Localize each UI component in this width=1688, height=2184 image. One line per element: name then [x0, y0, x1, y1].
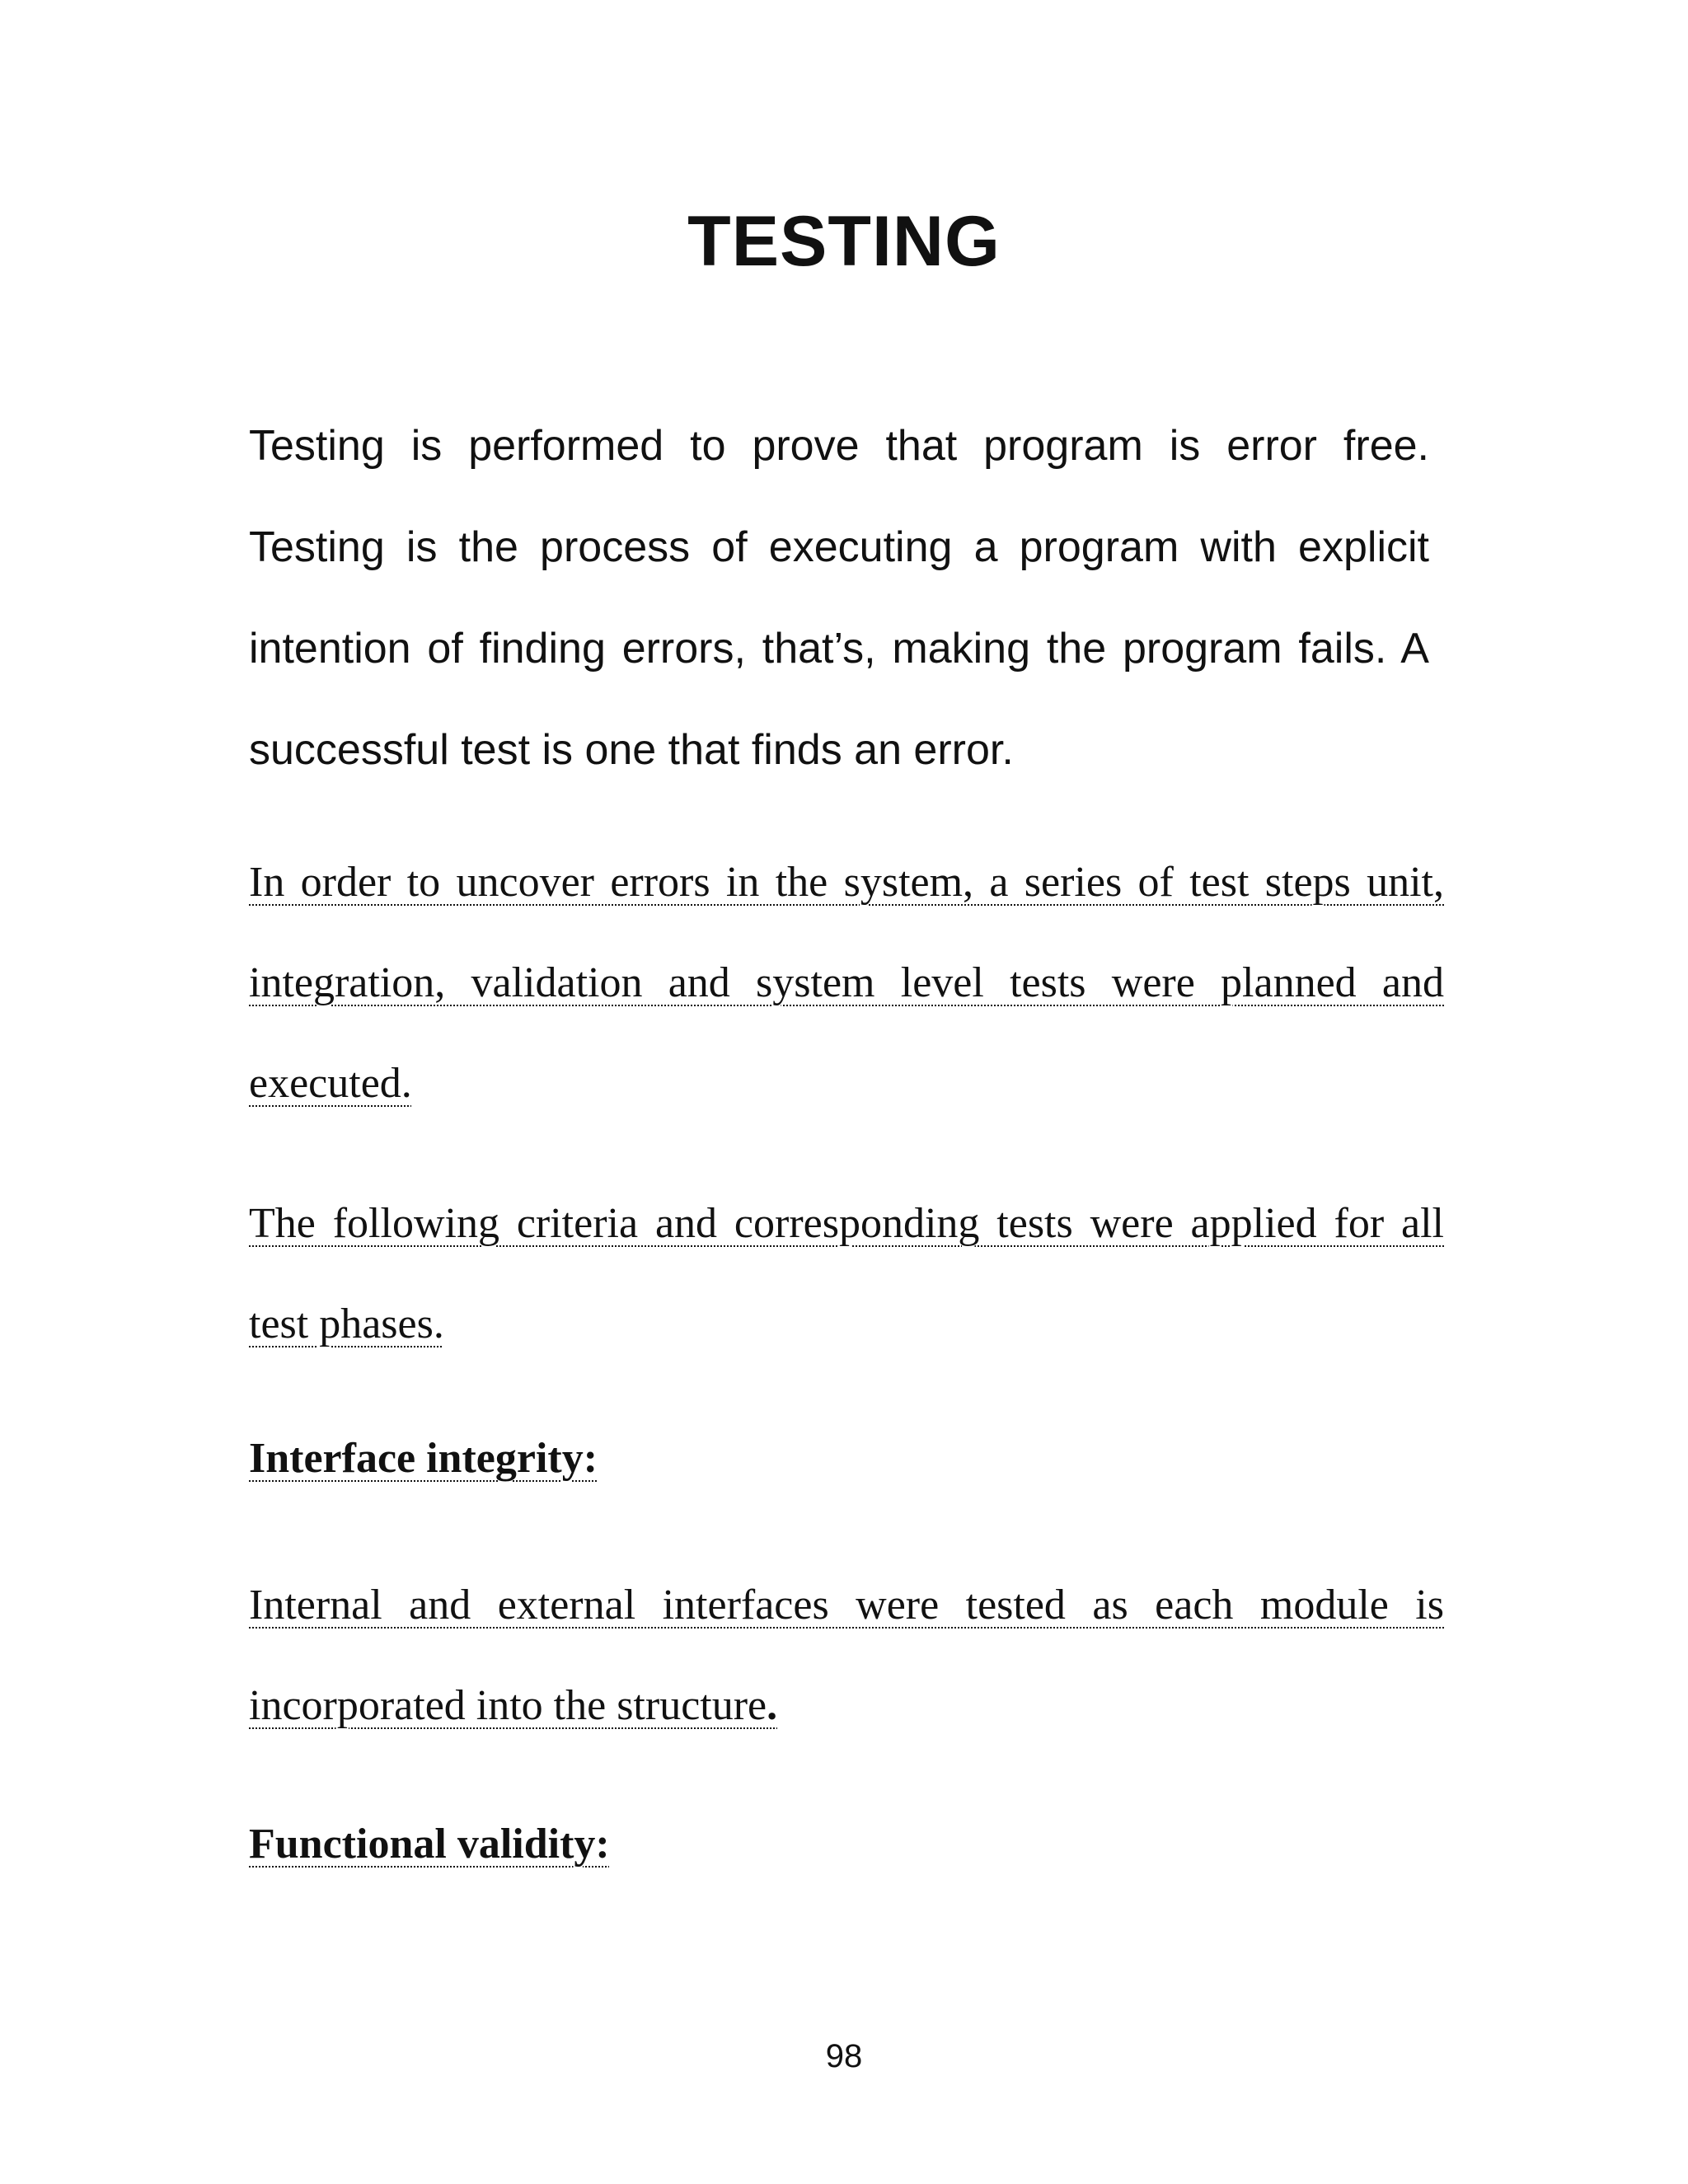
heading-interface-integrity: Interface integrity: [249, 1435, 598, 1482]
heading-functional-validity: Functional validity: [249, 1821, 610, 1868]
page-number: 98 [825, 2038, 863, 2074]
paragraph-interfaces-period: . [767, 1682, 778, 1729]
intro-paragraph: Testing is performed to prove that program is error free. Testing is the process of executing a program with explicit intention of finding errors, that’s, making the program fails. A successful test is one that finds an error. [249, 422, 1429, 774]
paragraph-test-steps: In order to uncover errors in the system, a series of test steps unit, integration, validation and system level tests were planned and executed. [249, 859, 1444, 1107]
paragraph-interfaces-text: Internal and external interfaces were tested as each module is incorporated into the structure [249, 1582, 1444, 1729]
paragraph-interfaces [249, 1555, 1444, 1756]
paragraph-criteria: The following criteria and corresponding tests were applied for all test phases. [249, 1200, 1444, 1347]
page-title: TESTING [687, 202, 1001, 281]
